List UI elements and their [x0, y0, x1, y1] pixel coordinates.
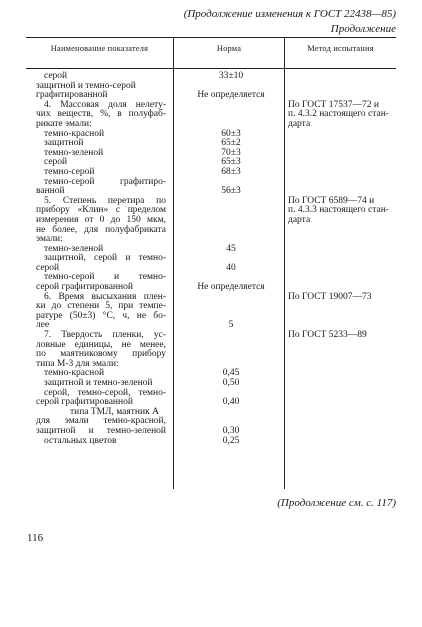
- indicator-name: защитной и темно-серой: [36, 80, 136, 91]
- indicator-name: серой, темно-серой, темно-: [44, 387, 166, 398]
- test-method: По ГОСТ 5233—89: [288, 330, 367, 341]
- indicator-name: темно-красной: [44, 368, 105, 379]
- indicator-name: типа М-3 для эмали:: [36, 358, 119, 369]
- indicator-name: защитной и темно-зеленой: [44, 378, 153, 388]
- indicator-name: графитированной: [36, 90, 108, 101]
- page-number: 116: [27, 532, 44, 544]
- table-top-rule: [26, 37, 396, 38]
- norm-value: 56±3: [221, 186, 241, 197]
- indicator-name: 4. Массовая доля нелету-: [44, 99, 166, 110]
- column-header-method: Метод испытания: [307, 44, 374, 53]
- norm-value: Не определяется: [197, 90, 265, 101]
- indicator-name: ловные единицы, не менее,: [36, 339, 166, 350]
- indicator-name: темно-серой и темно-: [44, 272, 166, 283]
- test-method: п. 4.3.3 настоящего стан-: [288, 205, 389, 216]
- indicator-name: серой: [36, 262, 60, 273]
- amendment-header: (Продолжение изменения к ГОСТ 22438—85): [183, 8, 396, 20]
- test-method: дарта: [288, 214, 311, 225]
- norm-value: 0,45: [222, 368, 240, 379]
- continuation-label: Продолжение: [330, 23, 396, 35]
- table-row: [0, 312, 422, 322]
- indicator-name: прибору «Клин» с пределом: [36, 205, 166, 216]
- continuation-footer: (Продолжение см. с. 117): [277, 497, 396, 509]
- indicator-name: лее: [36, 320, 50, 331]
- indicator-name: серой: [44, 157, 68, 168]
- test-method: п. 4.3.2 настоящего стан-: [288, 109, 389, 120]
- indicator-name: серой графитированной: [36, 282, 133, 293]
- indicator-name: по маятниковому прибору: [36, 349, 166, 360]
- test-method: дарта: [288, 118, 311, 129]
- table-row: [0, 226, 422, 236]
- indicator-name: ратуре (50±3) °С, ч, не бо-: [36, 310, 166, 321]
- indicator-name: темно-зеленой: [44, 243, 104, 254]
- norm-value: 65±2: [221, 138, 241, 149]
- norm-value: 0,40: [222, 397, 240, 408]
- indicator-name: темно-красной: [44, 128, 105, 139]
- indicator-name: защитной: [44, 138, 84, 149]
- norm-value: 65±3: [221, 157, 241, 168]
- indicator-name: эмали:: [36, 234, 63, 245]
- norm-value: 40: [226, 262, 236, 273]
- norm-value: 0,50: [222, 378, 240, 388]
- test-method: По ГОСТ 6589—74 и: [288, 195, 375, 206]
- norm-value: 68±3: [221, 166, 241, 177]
- indicator-name: защитной, серой и темно-: [44, 253, 166, 264]
- indicator-name: 7. Твердость пленки, ус-: [44, 330, 166, 341]
- indicator-name: серой: [44, 71, 68, 81]
- indicator-name: рикате эмали:: [36, 118, 92, 129]
- indicator-name: ки до степени 5, при темпе-: [36, 301, 166, 312]
- norm-value: 45: [226, 243, 236, 254]
- norm-value: Не определяется: [197, 282, 265, 293]
- indicator-name: для эмали темно-красной,: [36, 416, 166, 427]
- indicator-name: ванной: [36, 186, 65, 197]
- indicator-name: темно-зеленой: [44, 147, 104, 158]
- test-method: По ГОСТ 19007—73: [288, 291, 372, 302]
- test-method: По ГОСТ 17537—72 и: [288, 99, 379, 110]
- column-header-norm: Норма: [216, 44, 242, 53]
- indicator-name: 5. Степень перетира по: [44, 195, 166, 206]
- indicator-name: остальных цветов: [44, 435, 117, 446]
- table-header-rule: [26, 68, 396, 69]
- norm-value: 5: [228, 320, 234, 331]
- indicator-name: измерения от 0 до 150 мкм,: [36, 214, 166, 225]
- norm-value: 33±10: [218, 71, 244, 81]
- column-header-name: Наименование показателя: [50, 44, 149, 53]
- indicator-name: серой графитированной: [36, 397, 133, 408]
- indicator-name: 6. Время высыхания плен-: [44, 291, 166, 302]
- indicator-name: темно-серой: [44, 166, 95, 177]
- norm-value: 70±3: [221, 147, 241, 158]
- norm-value: 0,30: [222, 425, 240, 436]
- table-body: [0, 72, 422, 446]
- indicator-name: не более, для полуфабриката: [36, 224, 166, 235]
- indicator-name: чих веществ, %, в полуфаб-: [36, 109, 166, 120]
- indicator-name: типа ТМЛ, маятник А: [70, 406, 159, 417]
- table-row: [0, 437, 422, 447]
- indicator-name: защитной и темно-зеленой: [36, 425, 166, 436]
- indicator-name: темно-серой графитиро-: [44, 176, 166, 187]
- table-row: [0, 254, 422, 264]
- table-row: [0, 398, 422, 408]
- norm-value: 60±3: [221, 128, 241, 139]
- norm-value: 0,25: [222, 435, 240, 446]
